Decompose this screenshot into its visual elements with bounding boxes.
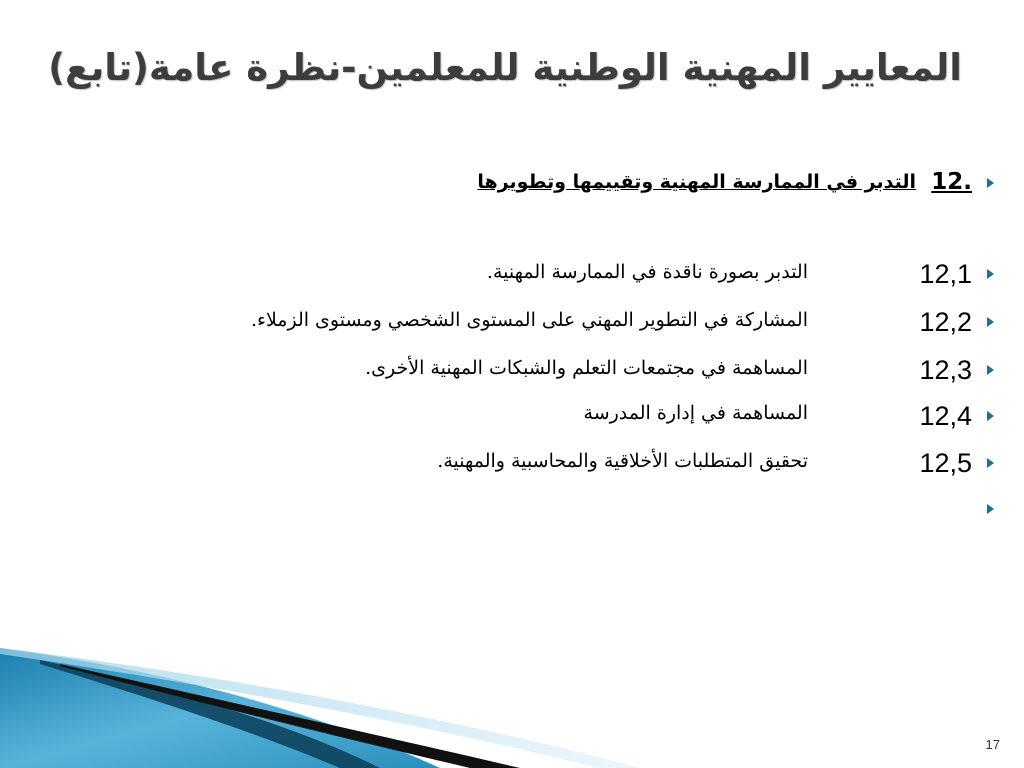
list-item-text: المساهمة في إدارة المدرسة	[583, 402, 808, 424]
list-item-text: التدبر بصورة ناقدة في الممارسة المهنية.	[486, 261, 808, 283]
triangle-right-icon	[987, 178, 994, 188]
heading-number: 12.	[931, 169, 972, 195]
list-item-number: 12,3	[919, 355, 972, 385]
list-item-number: 12,1	[919, 259, 972, 289]
list-item-number: 12,4	[919, 401, 972, 431]
list-item-number: 12,5	[919, 448, 972, 478]
triangle-right-icon	[987, 504, 994, 514]
list-item-text: تحقيق المتطلبات الأخلاقية والمحاسبية والمهنية.	[437, 450, 808, 472]
triangle-right-icon	[987, 458, 994, 468]
list-item-number: 12,2	[919, 307, 972, 337]
triangle-right-icon	[987, 317, 994, 327]
slide-number: 17	[985, 737, 1000, 752]
triangle-right-icon	[987, 269, 994, 279]
slide-title: المعايير المهنية الوطنية للمعلمين-نظرة عامة(تابع)	[48, 46, 962, 89]
heading-text: التدبر في الممارسة المهنية وتقييمها وتطويرها	[477, 171, 916, 193]
list-item-text: المشاركة في التطوير المهني على المستوى الشخصي ومستوى الزملاء.	[250, 309, 808, 331]
triangle-right-icon	[987, 411, 994, 421]
triangle-right-icon	[987, 365, 994, 375]
list-item-text: المساهمة في مجتمعات التعلم والشبكات المهنية الأخرى.	[365, 357, 808, 379]
